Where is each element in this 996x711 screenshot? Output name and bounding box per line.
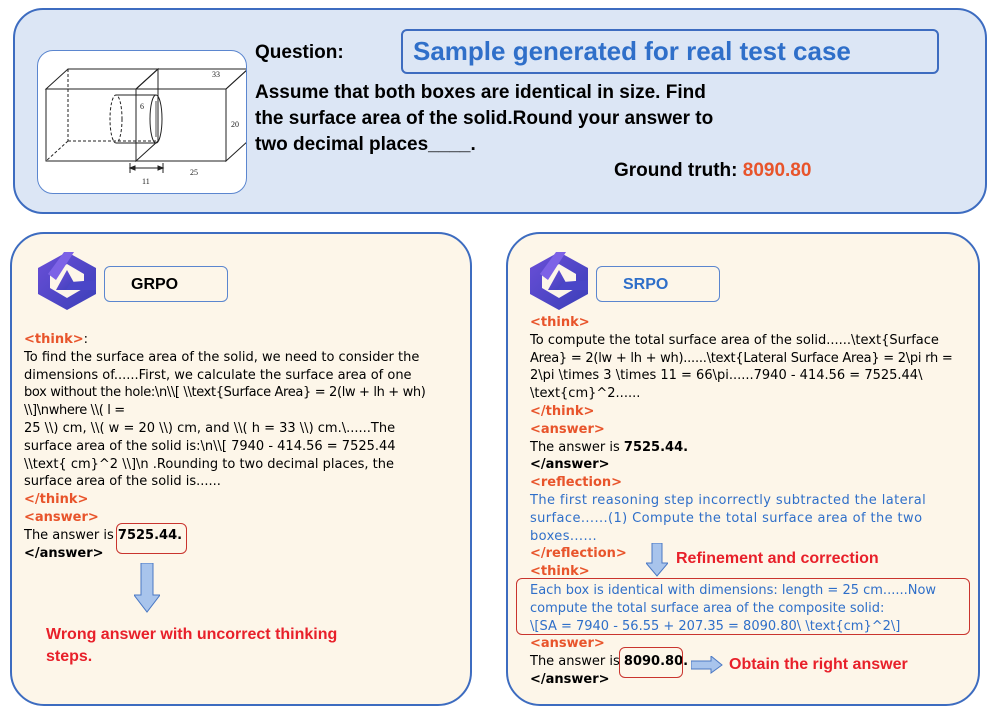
grpo-body-line-2: dimensions of......First, we calculate the surface area of one	[24, 367, 412, 383]
question-label: Question:	[255, 42, 344, 63]
srpo-right-label: Obtain the right answer	[729, 656, 908, 673]
question-text	[255, 80, 815, 158]
grpo-verdict-line-1: Wrong answer with uncorrect thinking	[46, 626, 338, 643]
dim-diameter-label: 6	[140, 102, 144, 111]
ground-truth-label: Ground truth:	[614, 160, 743, 181]
srpo-body-line-2: Area} = 2(lw + lh + wh)......\text{Lateral Surface Area} = 2\pi rh =	[530, 350, 953, 366]
srpo-reflection-close-tag: </reflection>	[530, 546, 627, 562]
dim-height-label: 20	[231, 120, 239, 129]
question-line-2: the surface area of the solid.Round your answer to	[255, 108, 714, 129]
srpo-answer2-value: 8090.80.	[623, 653, 689, 669]
srpo-body-line-1: To compute the total surface area of the solid......\text{Surface	[530, 332, 939, 348]
grpo-answer-value: 7525.44.	[117, 527, 183, 543]
grpo-answer-close-tag: </answer>	[24, 545, 104, 561]
srpo-answer-prefix: The answer is	[530, 439, 624, 455]
sample-title: Sample generated for real test case	[401, 29, 939, 74]
ground-truth-value: 8090.80	[742, 160, 812, 181]
down-arrow-icon	[646, 543, 668, 577]
right-arrow-icon	[691, 656, 723, 674]
srpo-answer2-open-tag: <answer>	[530, 636, 605, 651]
grpo-body-line-1: To find the surface area of the solid, we need to consider the	[24, 349, 420, 365]
grpo-think-colon: :	[83, 332, 89, 347]
down-arrow-icon	[134, 563, 160, 613]
srpo-corrected-line-2: compute the total surface area of the composite solid:	[530, 600, 885, 616]
srpo-corrected-line-3: \[SA = 7940 - 56.55 + 207.35 = 8090.80\ \text{cm}^2\]	[530, 618, 901, 634]
dim-gap-label: 11	[142, 177, 150, 186]
grpo-answer-prefix: The answer is	[24, 527, 118, 543]
srpo-body-line-3: 2\pi \times 3 \times 11 = 66\pi......7940 - 414.56 = 7525.44\	[530, 368, 923, 384]
srpo-think2-open-tag: <think>	[530, 564, 590, 580]
question-line-3: two decimal places____.	[255, 134, 476, 155]
srpo-corrected-line-1: Each box is identical with dimensions: length = 25 cm......Now	[530, 583, 937, 598]
grpo-title: GRPO	[104, 266, 228, 302]
dim-depth-label: 33	[212, 70, 220, 79]
srpo-refinement-label: Refinement and correction	[676, 550, 879, 567]
srpo-body-line-4: \text{cm}^2......	[530, 386, 641, 402]
qwen-logo-icon	[526, 250, 592, 312]
grpo-verdict-line-2: steps.	[46, 648, 93, 665]
dim-width-label: 25	[190, 168, 198, 177]
grpo-answer-open-tag: <answer>	[24, 509, 99, 525]
grpo-answer-highlight	[116, 523, 187, 554]
srpo-title: SRPO	[596, 266, 720, 302]
srpo-answer-highlight	[619, 647, 683, 678]
grpo-think-close-tag: </think>	[24, 492, 89, 508]
grpo-body-line-3: box without the hole:\n\\[ \\text{Surface Area} = 2(lw + lh + wh) \\]\nwhere \\( l =	[24, 385, 426, 419]
srpo-think-close-tag: </think>	[530, 403, 595, 419]
srpo-answer-open-tag: <answer>	[530, 421, 605, 437]
srpo-answer2-prefix: The answer is	[530, 653, 624, 669]
ground-truth	[614, 160, 811, 182]
srpo-corrected-thinking	[530, 582, 966, 635]
srpo-reflection-line-3: boxes......	[530, 528, 598, 544]
grpo-body-line-4: 25 \\) cm, \\( w = 20 \\) cm, and \\( h = 33 \\) cm.\......The	[24, 420, 396, 436]
srpo-reflection-line-1: The first reasoning step incorrectly subtracted the lateral	[530, 492, 927, 508]
two-boxes-figure	[38, 51, 247, 194]
srpo-answer2-close-tag: </answer>	[530, 671, 610, 687]
srpo-think-open-tag: <think>	[530, 315, 590, 330]
srpo-reflection-line-2: surface......(1) Compute the total surface area of the two	[530, 510, 923, 526]
grpo-body-line-7: surface area of the solid is......	[24, 474, 221, 490]
question-figure	[37, 50, 247, 194]
grpo-body-line-5: surface area of the solid is:\n\\[ 7940 - 414.56 = 7525.44	[24, 438, 396, 454]
srpo-answer-close-tag: </answer>	[530, 457, 610, 473]
qwen-logo-icon	[34, 250, 100, 312]
srpo-answer-value: 7525.44.	[623, 439, 689, 455]
srpo-response	[530, 314, 970, 581]
grpo-body-line-6: \\text{ cm}^2 \\]\n .Rounding to two decimal places, the	[24, 456, 395, 472]
srpo-reflection-open-tag: <reflection>	[530, 475, 623, 491]
grpo-verdict	[46, 624, 337, 668]
question-line-1: Assume that both boxes are identical in size. Find	[255, 82, 706, 103]
grpo-think-open-tag: <think>	[24, 332, 84, 347]
grpo-response	[24, 331, 444, 562]
